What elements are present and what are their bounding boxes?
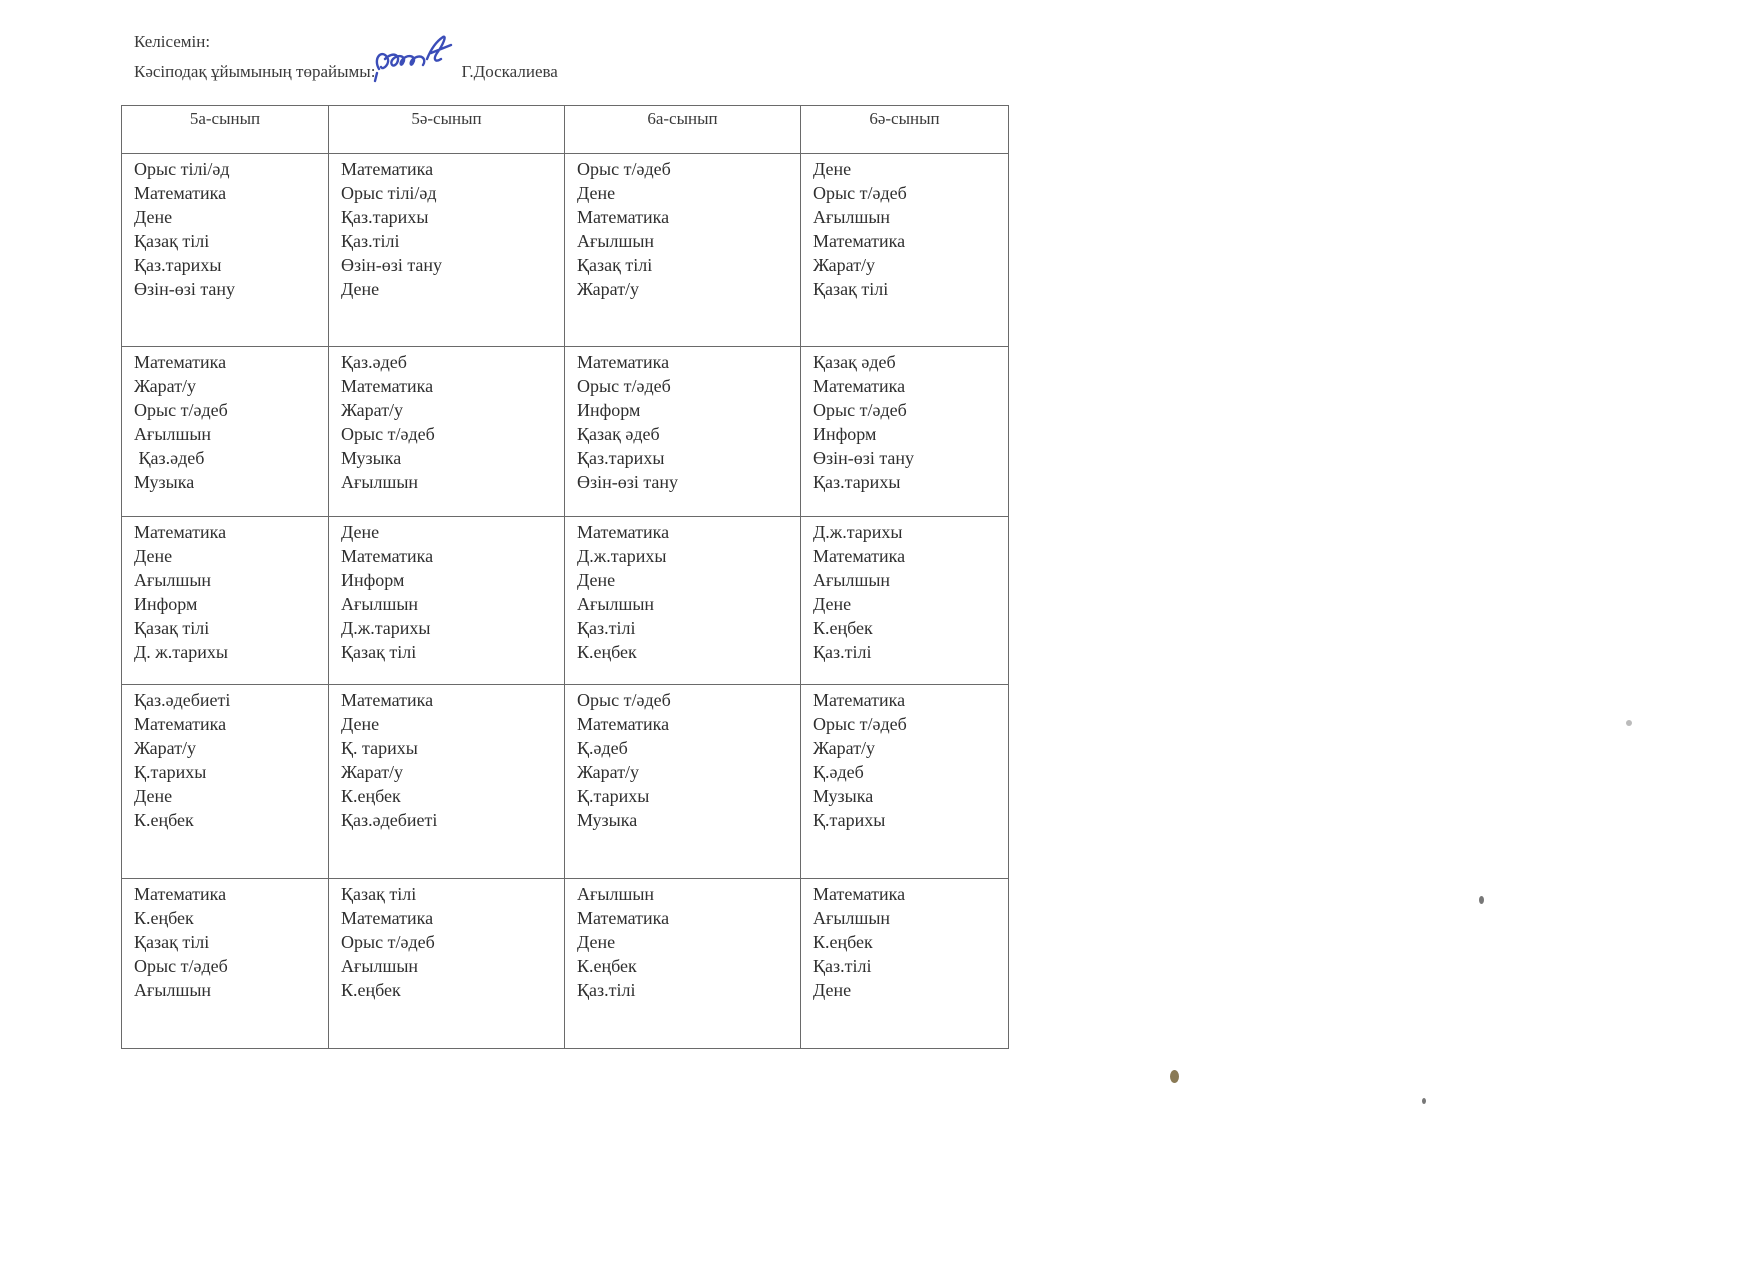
lesson-cell [122,154,329,347]
lesson: Орыс тілі/әд [341,183,437,203]
approval-label: Келісемін: [134,32,211,51]
lesson: К.еңбек [813,932,873,952]
lesson: Информ [577,400,641,420]
signature-icon [371,23,467,85]
lesson: Қазақ әдеб [813,352,896,372]
lesson: Қазақ тілі [577,255,653,275]
scan-speck [1626,720,1632,726]
lesson: Ағылшын [341,594,419,614]
lesson: Қаз.тілі [577,980,636,1000]
lesson-cell [801,517,1009,685]
lesson: Дене [577,932,616,952]
lesson: Дене [577,183,616,203]
lesson: Дене [813,159,852,179]
lesson: Д.ж.тарихы [577,546,667,566]
lesson: Жарат/у [134,738,197,758]
lesson: Қаз.әдеб [341,352,407,372]
lesson: Ағылшын [341,472,419,492]
lesson: Математика [134,352,227,372]
lesson: Дене [341,522,380,542]
lesson: Жарат/у [577,279,640,299]
lesson: К.еңбек [577,642,637,662]
lesson: Қаз.әдебиеті [341,810,438,830]
lesson: Математика [577,714,670,734]
lesson: Дене [134,546,173,566]
lesson: Ағылшын [577,884,655,904]
lesson: Қаз.тарихы [577,448,665,468]
lesson: Қазақ әдеб [577,424,660,444]
lesson: Жарат/у [341,762,404,782]
lesson: Жарат/у [341,400,404,420]
lesson: Ағылшын [577,594,655,614]
lesson: Орыс т/әдеб [341,424,435,444]
lesson: Қазақ тілі [134,231,210,251]
lesson: Ағылшын [813,207,891,227]
lesson-cell [801,879,1009,1049]
lesson: Математика [341,546,434,566]
column-header-5a: 5а-сынып [122,106,329,154]
lesson: Математика [134,884,227,904]
lesson: Жарат/у [134,376,197,396]
lesson: Музыка [341,448,402,468]
lesson: Өзін-өзі тану [341,255,443,275]
column-header-6ae: 6ә-сынып [801,106,1009,154]
lesson: Математика [341,376,434,396]
lesson: Математика [813,231,906,251]
lesson: Информ [813,424,877,444]
timetable-header-row [122,106,1009,154]
lesson: К.еңбек [577,956,637,976]
day-row-4 [122,685,1009,879]
lesson: Орыс т/әдеб [813,183,907,203]
column-header-6a: 6а-сынып [565,106,801,154]
lesson: Жарат/у [577,762,640,782]
lesson: Қаз.әдеб [134,448,205,468]
lesson: Қаз.тілі [341,231,400,251]
lesson: Математика [134,714,227,734]
lesson-cell [329,879,565,1049]
scan-speck [1422,1098,1426,1104]
lesson: Өзін-өзі тану [577,472,679,492]
signatory-title: Кәсіподақ ұйымының төрайымы: [134,62,376,81]
lesson: Математика [577,522,670,542]
lesson-cell [801,347,1009,517]
lesson: Математика [341,908,434,928]
lesson-cell [122,517,329,685]
day-row-3 [122,517,1009,685]
lesson: Қ.тарихы [134,762,207,782]
lesson: Математика [813,546,906,566]
lesson: Дене [341,714,380,734]
lesson-cell [565,154,801,347]
lesson: Қазақ тілі [341,642,417,662]
lesson: Дене [341,279,380,299]
scan-speck [1479,896,1484,904]
lesson: Жарат/у [813,738,876,758]
lesson: Математика [813,884,906,904]
lesson-cell [565,347,801,517]
lesson: Қаз.тілі [813,642,872,662]
lesson: Өзін-өзі тану [813,448,915,468]
lesson-cell [801,685,1009,879]
handwritten-signature [377,53,459,83]
signatory-name: Г.Доскалиева [461,62,558,81]
lesson-cell [329,347,565,517]
scan-speck [1170,1070,1179,1083]
lesson-cell [329,517,565,685]
lesson: Ағылшын [134,424,212,444]
lesson-cell [329,685,565,879]
lesson: Орыс т/әдеб [341,932,435,952]
approval-header [134,30,558,83]
lesson-cell [122,879,329,1049]
day-row-2 [122,347,1009,517]
lesson: Қазақ тілі [134,618,210,638]
lesson: Ағылшын [341,956,419,976]
lesson: Қазақ тілі [134,932,210,952]
lesson: Дене [134,786,173,806]
day-row-5 [122,879,1009,1049]
lesson: К.еңбек [134,810,194,830]
lesson: Ағылшын [813,908,891,928]
lesson: Қаз.тарихы [134,255,222,275]
lesson-cell [565,879,801,1049]
lesson: К.еңбек [341,786,401,806]
lesson: Математика [577,908,670,928]
lesson: Музыка [813,786,874,806]
lesson: Математика [341,690,434,710]
lesson: Математика [577,352,670,372]
lesson: Орыс т/әдеб [134,956,228,976]
lesson: К.еңбек [813,618,873,638]
lesson: Қ.әдеб [577,738,628,758]
lesson: Өзін-өзі тану [134,279,236,299]
timetable [121,105,1009,1049]
lesson: Дене [577,570,616,590]
lesson: Математика [134,183,227,203]
lesson-cell [565,517,801,685]
lesson: Қазақ тілі [813,279,889,299]
lesson: Информ [134,594,198,614]
lesson: Д.ж.тарихы [813,522,903,542]
lesson: Ағылшын [134,980,212,1000]
lesson: Қаз.тарихы [341,207,429,227]
lesson: Орыс т/әдеб [577,690,671,710]
lesson: Музыка [134,472,195,492]
lesson: Дене [813,594,852,614]
lesson: Ағылшын [577,231,655,251]
lesson: Қаз.әдебиеті [134,690,231,710]
lesson-cell [122,685,329,879]
lesson: Д.ж.тарихы [341,618,431,638]
lesson: Орыс т/әдеб [134,400,228,420]
lesson: Информ [341,570,405,590]
lesson: Орыс т/әдеб [813,714,907,734]
lesson: Математика [577,207,670,227]
lesson: Қаз.тілі [577,618,636,638]
lesson: Дене [134,207,173,227]
lesson: Орыс тілі/әд [134,159,230,179]
lesson: Музыка [577,810,638,830]
day-row-1 [122,154,1009,347]
lesson-cell [801,154,1009,347]
lesson: Қ.тарихы [577,786,650,806]
lesson: Ағылшын [134,570,212,590]
lesson-cell [565,685,801,879]
lesson: Дене [813,980,852,1000]
column-header-5ae: 5ә-сынып [329,106,565,154]
lesson: Орыс т/әдеб [577,376,671,396]
lesson: Д. ж.тарихы [134,642,229,662]
lesson: Орыс т/әдеб [813,400,907,420]
lesson: Жарат/у [813,255,876,275]
lesson: Қ. тарихы [341,738,418,758]
lesson-cell [122,347,329,517]
lesson: Қ.әдеб [813,762,864,782]
lesson: Қазақ тілі [341,884,417,904]
lesson: К.еңбек [341,980,401,1000]
lesson: Математика [813,690,906,710]
lesson: Математика [813,376,906,396]
lesson: Қаз.тілі [813,956,872,976]
approval-signatory-line [134,53,558,83]
lesson: Қ.тарихы [813,810,886,830]
lesson: Математика [341,159,434,179]
lesson: Орыс т/әдеб [577,159,671,179]
lesson: Математика [134,522,227,542]
lesson: К.еңбек [134,908,194,928]
lesson: Қаз.тарихы [813,472,901,492]
lesson-cell [329,154,565,347]
lesson: Ағылшын [813,570,891,590]
